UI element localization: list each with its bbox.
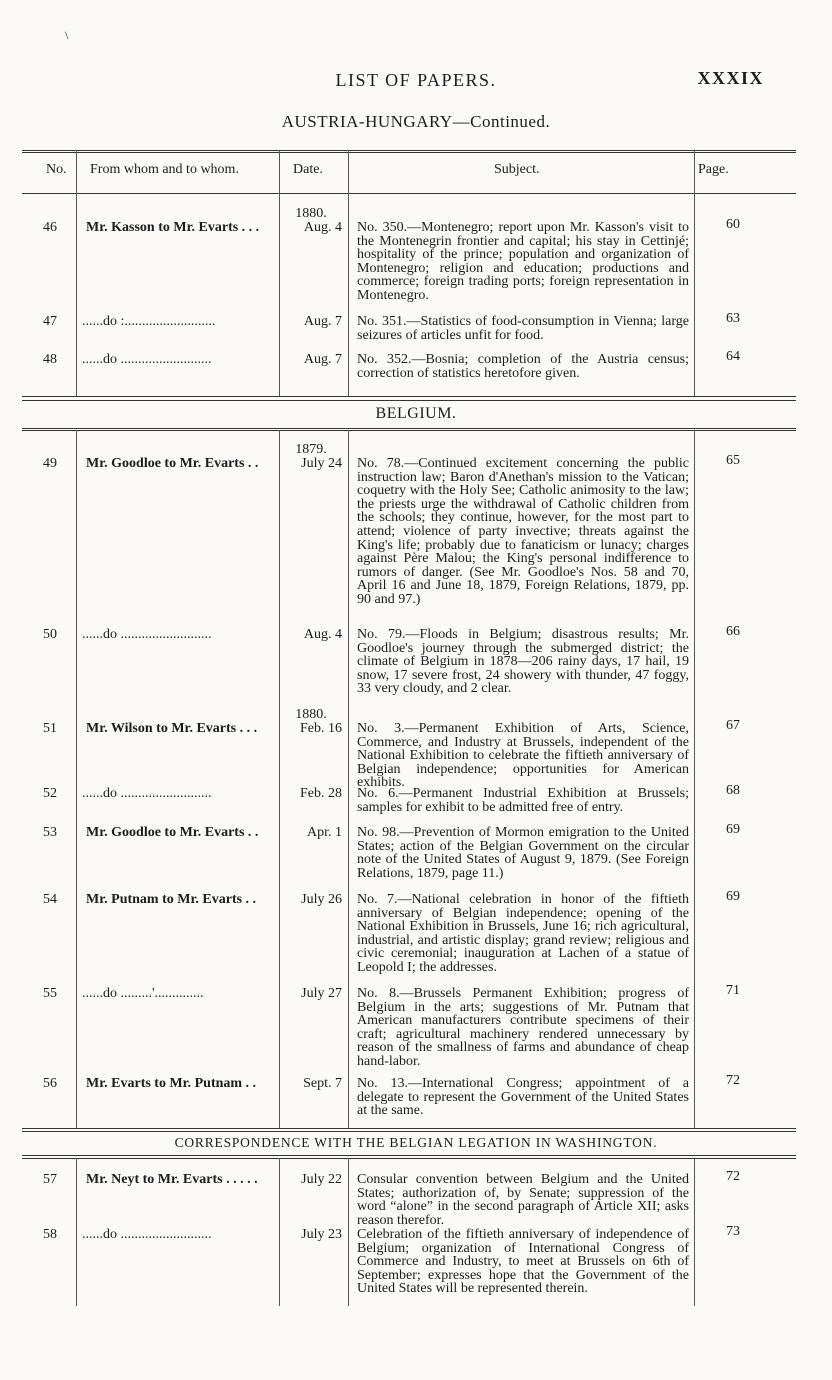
entry-correspondents: ......do :.......................... <box>82 315 216 329</box>
entry-page: 71 <box>726 983 740 998</box>
col-rule <box>694 1158 695 1306</box>
col-header-date: Date. <box>293 162 323 177</box>
col-rule <box>279 430 280 1128</box>
entry-correspondents: ......do .......................... <box>82 628 212 642</box>
entry-date: July 22 <box>301 1172 342 1187</box>
entry-number: 54 <box>43 892 57 907</box>
col-rule <box>279 1158 280 1306</box>
entry-subject: No. 6.—Permanent Industrial Exhibition at Brussels; samples for exhibit to be admitted free of entry. <box>357 786 689 815</box>
ink-mark: \ <box>65 28 69 42</box>
entry-page: 72 <box>726 1169 740 1184</box>
section-rule-2 <box>22 1131 796 1132</box>
section-rule-2 <box>22 430 796 431</box>
entry-date: July 27 <box>301 986 342 1001</box>
entry-correspondents: Mr. Kasson to Mr. Evarts . . . <box>86 221 260 235</box>
col-rule <box>694 430 695 1128</box>
entry-date: Feb. 16 <box>300 721 342 736</box>
section-heading-legation: CORRESPONDENCE WITH THE BELGIAN LEGATION IN WASHINGTON. <box>174 1135 658 1150</box>
entry-number: 47 <box>43 314 57 329</box>
section-rule <box>22 1128 796 1129</box>
entry-page: 60 <box>726 217 740 232</box>
section-rule-2 <box>22 1158 796 1159</box>
entry-date: Apr. 1 <box>307 825 342 840</box>
entry-year: 1879. <box>295 442 327 457</box>
entry-date: Aug. 4 <box>303 627 342 642</box>
entry-correspondents: ......do .......................... <box>82 353 212 367</box>
entry-page: 64 <box>726 349 740 364</box>
entry-date: July 24 <box>301 456 342 471</box>
entry-page: 65 <box>726 453 740 468</box>
section-heading-belgium: BELGIUM. <box>375 405 457 422</box>
entry-date: Sept. 7 <box>303 1076 342 1091</box>
table-top-rule-2 <box>22 152 796 153</box>
entry-subject: No. 352.—Bosnia; completion of the Austria census; correction of statistics heretofore given. <box>357 352 689 381</box>
table-top-rule <box>22 150 796 151</box>
entry-subject: No. 98.—Prevention of Mormon emigration to the United States; action of the Belgian Government on the circular note of the United States of August 9, 1879. (See Foreign Relations, 1879, page 11.) <box>357 825 689 881</box>
entry-page: 63 <box>726 311 740 326</box>
entry-correspondents: ......do .......................... <box>82 1228 212 1242</box>
entry-page: 66 <box>726 624 740 639</box>
entry-page: 72 <box>726 1073 740 1088</box>
entry-number: 52 <box>43 786 57 801</box>
entry-number: 49 <box>43 456 57 471</box>
entry-date: Aug. 7 <box>303 352 342 367</box>
section-rule <box>22 428 796 429</box>
section-rule <box>22 1155 796 1156</box>
col-header-from: From whom and to whom. <box>90 162 239 177</box>
entry-correspondents: Mr. Evarts to Mr. Putnam . . <box>86 1077 257 1091</box>
entry-date: July 26 <box>301 892 342 907</box>
entry-number: 57 <box>43 1172 57 1187</box>
entry-number: 51 <box>43 721 57 736</box>
entry-number: 46 <box>43 220 57 235</box>
entry-date: July 23 <box>301 1227 342 1242</box>
page-title: LIST OF PAPERS. <box>335 70 497 90</box>
entry-correspondents: Mr. Putnam to Mr. Evarts . . <box>86 893 257 907</box>
page-numeral: XXXIX <box>697 68 764 88</box>
entry-page: 68 <box>726 783 740 798</box>
entry-year: 1880. <box>295 707 327 722</box>
entry-subject: No. 7.—National celebration in honor of the fiftieth anniversary of Belgian independence; opening of the National Exhibition in Brussels, June 16; rich agricultural, industrial, and artistic display; grand review; religious and civic ceremonial; inauguration at Lachen of a statue of Leopold I; the addresses. <box>357 892 689 975</box>
entry-page: 67 <box>726 718 740 733</box>
col-rule <box>694 150 695 396</box>
col-rule <box>76 430 77 1128</box>
entry-correspondents: ......do .........'.............. <box>82 987 204 1001</box>
col-header-no: No. <box>46 162 67 177</box>
entry-number: 48 <box>43 352 57 367</box>
col-rule <box>348 430 349 1128</box>
col-header-subject: Subject. <box>494 162 540 177</box>
entry-number: 56 <box>43 1076 57 1091</box>
entry-number: 50 <box>43 627 57 642</box>
col-rule <box>279 150 280 396</box>
entry-correspondents: Mr. Neyt to Mr. Evarts . . . . . <box>86 1173 258 1187</box>
entry-subject: No. 350.—Montenegro; report upon Mr. Kasson's visit to the Montenegrin frontier and capital; his stay in Cettinjé; hospitality of the prince; population and organization of Montenegro; religion and education; productions and commerce; foreign trading ports; foreign representation in Montenegro. <box>357 220 689 303</box>
section-rule-2 <box>22 400 796 401</box>
entry-number: 55 <box>43 986 57 1001</box>
entry-correspondents: Mr. Goodloe to Mr. Evarts . . <box>86 457 259 471</box>
entry-correspondents: Mr. Goodloe to Mr. Evarts . . <box>86 826 259 840</box>
entry-subject: No. 8.—Brussels Permanent Exhibition; progress of Belgium in the arts; suggestions of Mr. Putnam that American manufacturers contribute specimens of their craft; agricultural machinery rendered unnecessary by reason of the smallness of farms and abundance of cheap hand-labor. <box>357 986 689 1069</box>
entry-subject: No. 78.—Continued excitement concerning the public instruction law; Baron d'Anethan's mission to the Vatican; coquetry with the Holy See; Catholic animosity to the law; the priests urge the withdrawal of Catholic children from the schools; they continue, however, for the most part to attend; violence of party invective; threats against the King's life; probably due to fanaticism or lunacy; charges against Père Malou; the King's personal indifference to rumors of danger. (See Mr. Goodloe's Nos. 58 and 70, April 16 and June 18, 1879, Foreign Relations, 1879, pp. 90 and 97.) <box>357 456 689 607</box>
entry-subject: Consular convention between Belgium and the United States; authorization of, by Senate; suppression of the word “alone” in the second paragraph of Article XII; asks reason therefor. <box>357 1172 689 1228</box>
entry-subject: Celebration of the fiftieth anniversary of independence of Belgium; organization of International Congress of Commerce and Industry, to meet at Brussels on 6th of September; expresses hope that the Government of the United States will be represented therein. <box>357 1227 689 1297</box>
entry-correspondents: Mr. Wilson to Mr. Evarts . . . <box>86 722 258 736</box>
entry-date: Feb. 28 <box>300 786 342 801</box>
entry-date: Aug. 4 <box>303 220 342 235</box>
col-rule <box>348 1158 349 1306</box>
entry-page: 73 <box>726 1224 740 1239</box>
col-header-page: Page. <box>698 162 729 177</box>
col-rule <box>348 150 349 396</box>
col-rule <box>76 1158 77 1306</box>
col-rule <box>76 150 77 396</box>
section-rule <box>22 396 796 397</box>
entry-correspondents: ......do .......................... <box>82 787 212 801</box>
entry-subject: No. 351.—Statistics of food-consumption in Vienna; large seizures of articles unfit for food. <box>357 314 689 343</box>
entry-subject: No. 79.—Floods in Belgium; disastrous results; Mr. Goodloe's journey through the submerged district; the climate of Belgium in 1878—206 rainy days, 17 hail, 19 snow, 17 severe frost, 24 showery with thunder, 47 foggy, 33 very cloudy, and 2 clear. <box>357 627 689 697</box>
section-subtitle: AUSTRIA-HUNGARY—Continued. <box>281 112 551 131</box>
entry-page: 69 <box>726 822 740 837</box>
entry-number: 58 <box>43 1227 57 1242</box>
entry-date: Aug. 7 <box>303 314 342 329</box>
entry-number: 53 <box>43 825 57 840</box>
entry-subject: No. 13.—International Congress; appointment of a delegate to represent the Government of the United States at the same. <box>357 1076 689 1119</box>
entry-page: 69 <box>726 889 740 904</box>
entry-subject: No. 3.—Permanent Exhibition of Arts, Science, Commerce, and Industry at Brussels, independent of the National Exhibition to celebrate the fiftieth anniversary of Belgian independence; opportunities for American exhibits. <box>357 721 689 791</box>
entry-year: 1880. <box>295 206 327 221</box>
header-bottom-rule <box>22 193 796 194</box>
